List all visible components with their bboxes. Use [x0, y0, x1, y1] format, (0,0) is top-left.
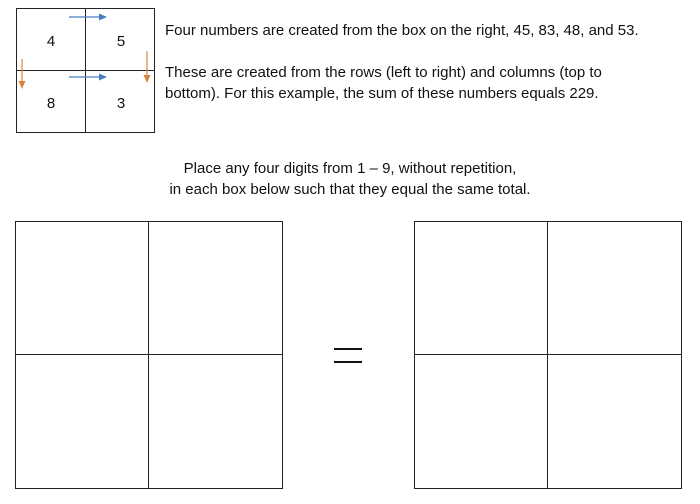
explanation-line-2: These are created from the rows (left to right) and columns (top to [165, 64, 602, 81]
row-arrow-top-icon [68, 12, 108, 22]
example-grid-divider-horizontal [16, 70, 155, 71]
instruction-line-2: in each box below such that they equal the same total. [169, 181, 531, 198]
explanation-line-3: bottom). For this example, the sum of these numbers equals 229. [165, 85, 599, 102]
answer-grid-left-divider-horizontal [15, 354, 283, 355]
answer-grid-right-divider-horizontal [414, 354, 682, 355]
column-arrow-right-icon [142, 50, 152, 84]
answer-grid-right [414, 221, 682, 489]
instruction-line-1: Place any four digits from 1 – 9, without repetition, [183, 160, 517, 177]
answer-grid-left-divider-vertical [148, 221, 149, 489]
answer-grid-left [15, 221, 283, 489]
explanation-line-1: Four numbers are created from the box on the right, 45, 83, 48, and 53. [165, 22, 639, 39]
answer-grid-right-divider-vertical [547, 221, 548, 489]
equals-sign [334, 348, 362, 364]
example-digit-bottom-right: 3 [116, 95, 126, 112]
example-digit-bottom-left: 8 [46, 95, 56, 112]
row-arrow-bottom-icon [68, 72, 108, 82]
example-digit-top-right: 5 [116, 33, 126, 50]
example-digit-top-left: 4 [46, 33, 56, 50]
column-arrow-left-icon [17, 58, 27, 90]
